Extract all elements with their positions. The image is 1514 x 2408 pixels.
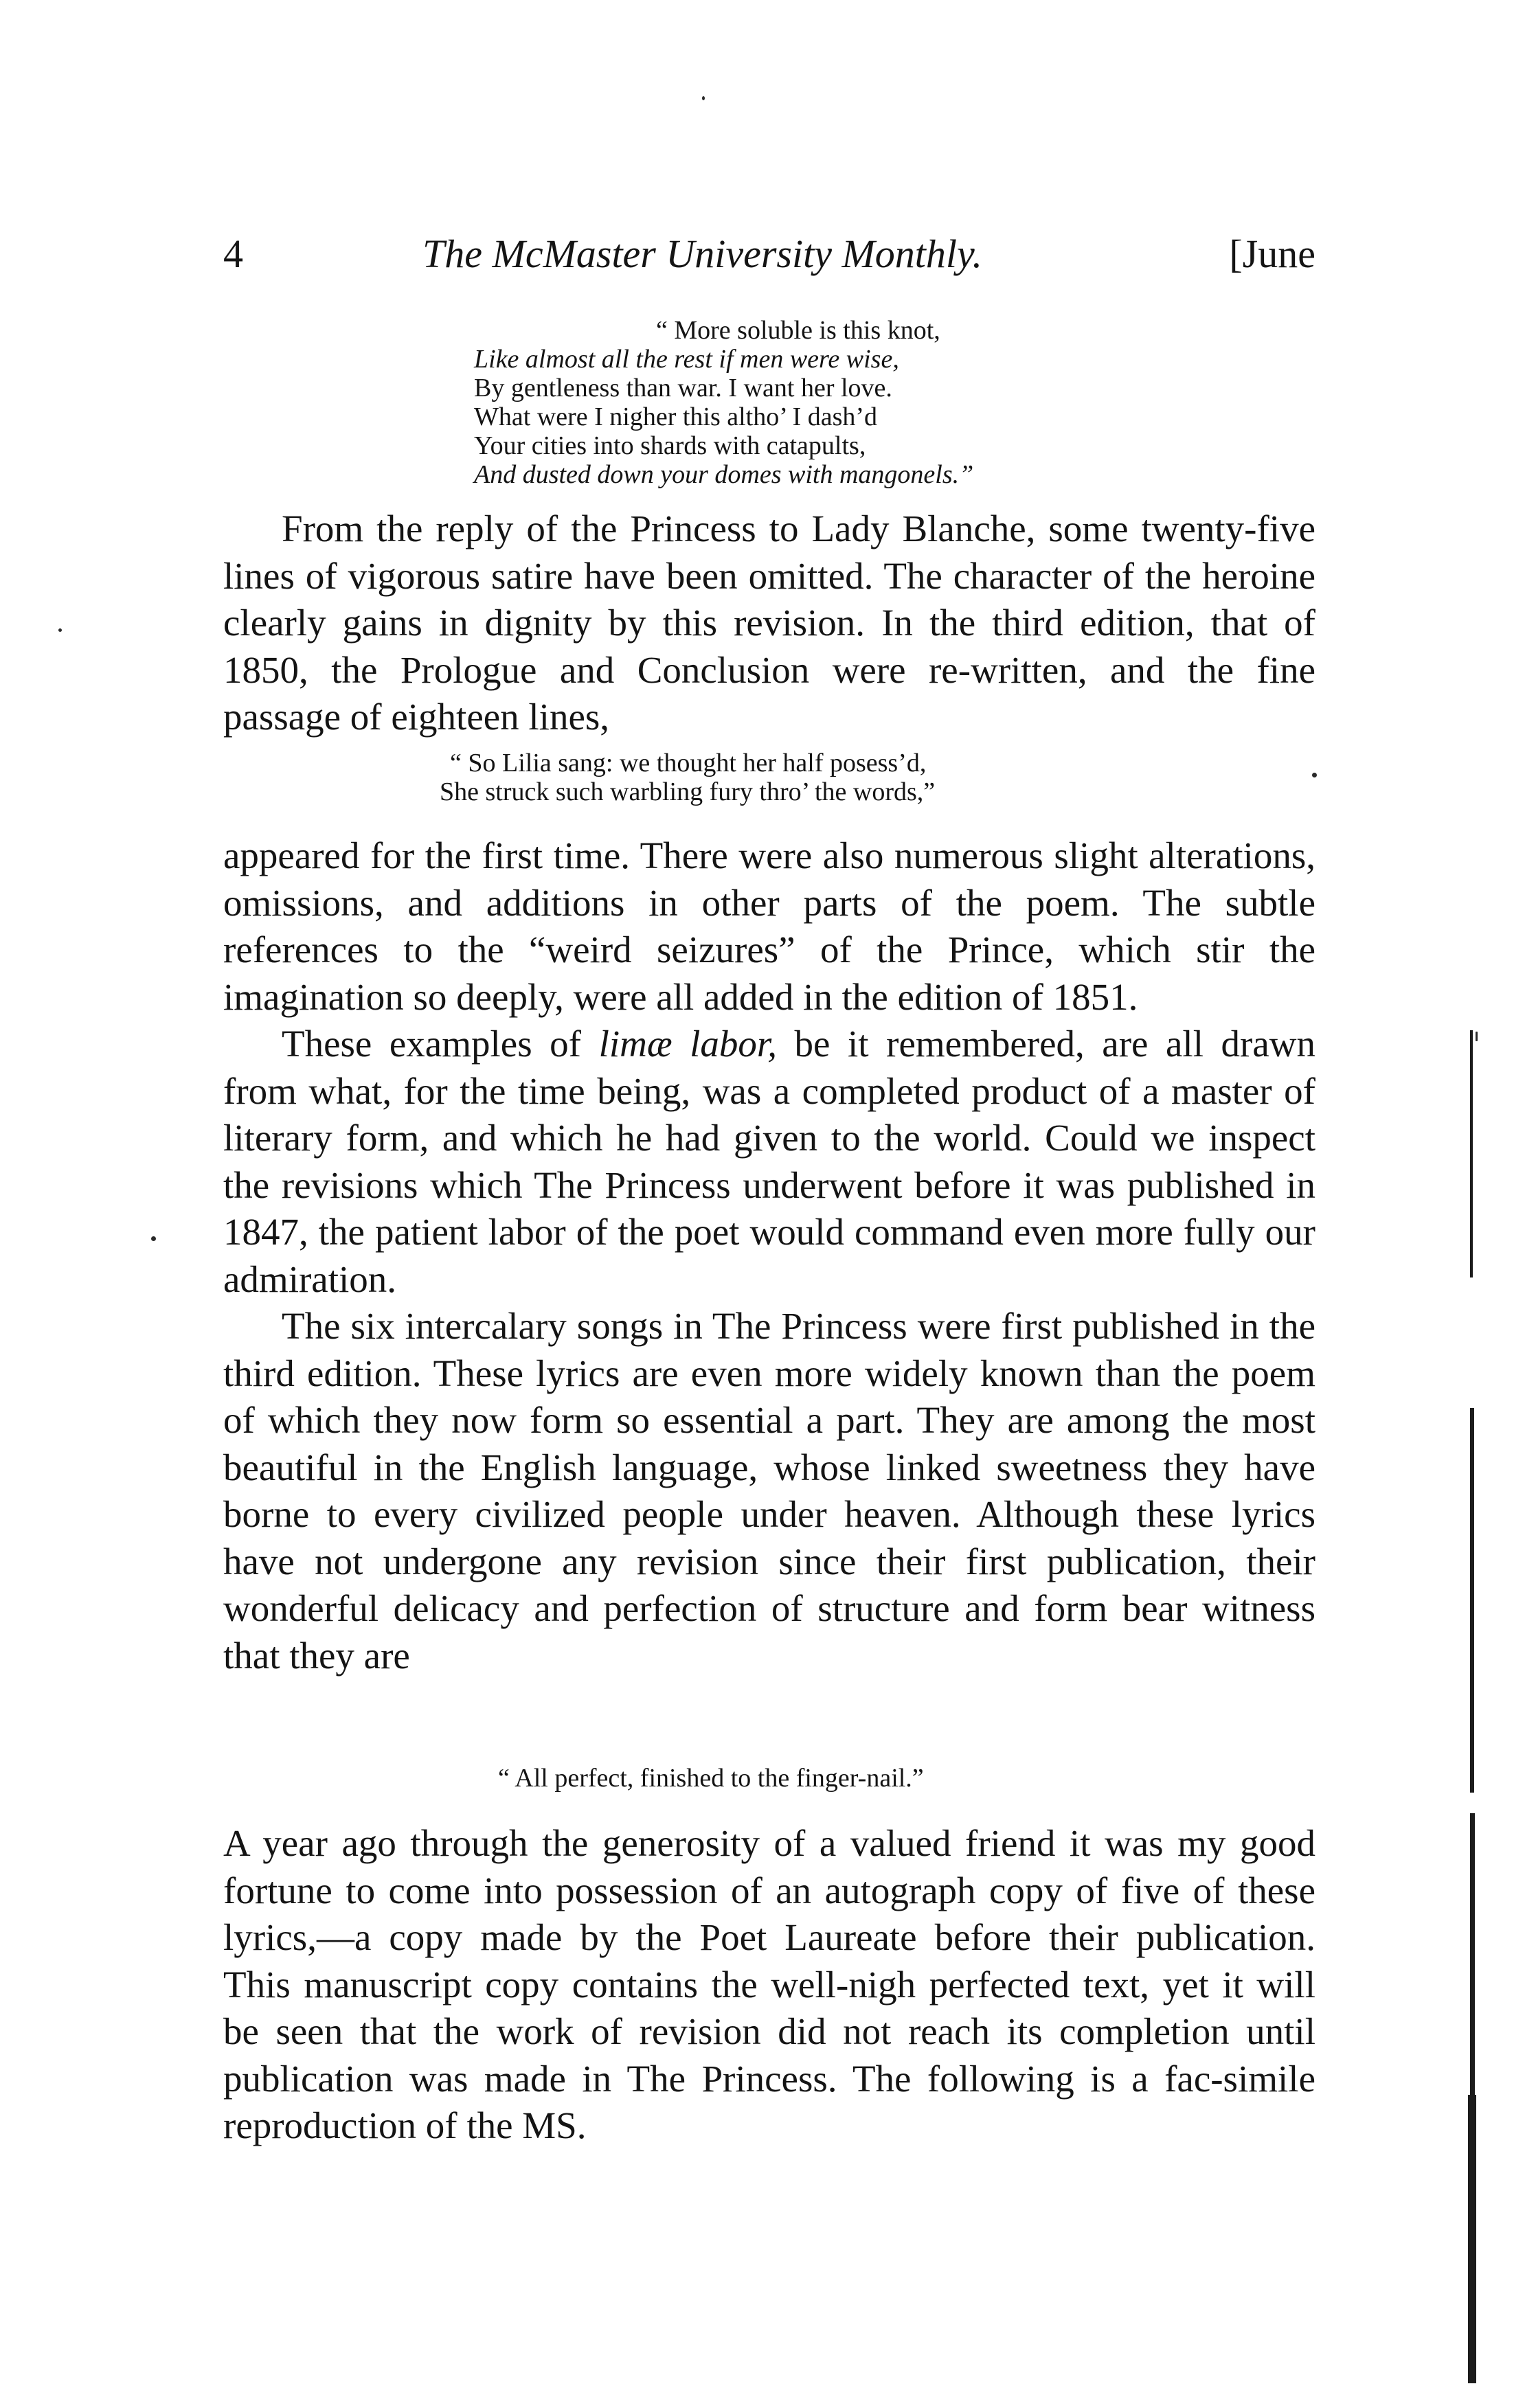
verse-line: “ All perfect, finished to the finger-nail.” — [498, 1764, 924, 1793]
verse-line: What were I nigher this altho’ I dash’d — [474, 402, 878, 431]
paragraph: These examples of limæ labor, be it remembered, are all drawn from what, for the time being, was a completed product of a master of literary form, and which he had given to the world. Could we inspect the revisions which The Princess underwent before it was published in 1847, the patient labor of the poet would command even more fully our admiration. — [223, 1023, 1316, 1300]
scan-speck — [58, 628, 62, 632]
scan-edge-mark — [1470, 1408, 1474, 1793]
scan-speck — [1476, 1032, 1478, 1041]
paragraph: From the reply of the Princess to Lady Blanche, some twenty-five lines of vigorous satire have been omitted. The character of the heroine clearly gains in dignity by this revision. In the third edition, that of 1850, the Prologue and Conclusion were re-written, and the fine passage of eighteen lines, — [223, 508, 1315, 738]
verse-line: “ More soluble is this knot, — [656, 316, 940, 345]
verse-line: Your cities into shards with catapults, — [474, 431, 866, 460]
verse-line: Like almost all the rest if men were wise, — [474, 345, 899, 374]
paragraph: The six intercalary songs in The Princess were first published in the third edition. These lyrics are even more widely known than the poem of which they now form so essential a part. They are among the most beautiful in the English language, whose linked sweetness they have borne to every civilized people under heaven. Although these lyrics have not undergone any revision since their first publication, their wonderful delicacy and perfection of structure and form bear witness that they are — [223, 1305, 1315, 1677]
verse-quotation-3 — [498, 1764, 924, 1793]
verse-line: She struck such warbling fury thro’ the words,” — [440, 777, 936, 806]
journal-title: The McMaster University Monthly. — [422, 231, 983, 276]
verse-line: And dusted down your domes with mangonels.” — [474, 460, 974, 489]
scan-edge-mark — [1470, 1030, 1473, 1277]
issue-month: [June — [1229, 231, 1315, 276]
body-text-block-1 — [223, 506, 1315, 741]
scan-speck — [702, 96, 705, 100]
latin-phrase: limæ labor, — [598, 1023, 777, 1065]
scan-edge-mark — [1468, 2095, 1476, 2383]
paragraph: appeared for the first time. There were also numerous slight alterations, omissions, and additions in other parts of the poem. The subtle references to the “weird seizures” of the Prince, which stir the imagination so deeply, were all added in the edition of 1851. — [223, 834, 1315, 1018]
paragraph: A year ago through the generosity of a valued friend it was my good fortune to come into possession of an autograph copy of five of these lyrics,—a copy made by the Poet Laureate before their publication. This manuscript copy contains the well-nigh perfected text, yet it will be seen that the work of revision did not reach its completion until publication was made in The Princess. The following is a fac-simile reproduction of the MS. — [223, 1822, 1315, 2146]
verse-quotation-1 — [474, 316, 973, 489]
verse-quotation-2 — [440, 749, 935, 806]
verse-line: “ So Lilia sang: we thought her half posess’d, — [450, 749, 927, 777]
scan-speck — [151, 1236, 156, 1241]
body-text-block-2 — [223, 832, 1315, 1679]
scan-speck — [1312, 773, 1317, 777]
page-number: 4 — [223, 231, 243, 276]
running-header — [223, 227, 1315, 282]
body-text-block-3 — [223, 1820, 1315, 2150]
verse-line: By gentleness than war. I want her love. — [474, 374, 892, 402]
